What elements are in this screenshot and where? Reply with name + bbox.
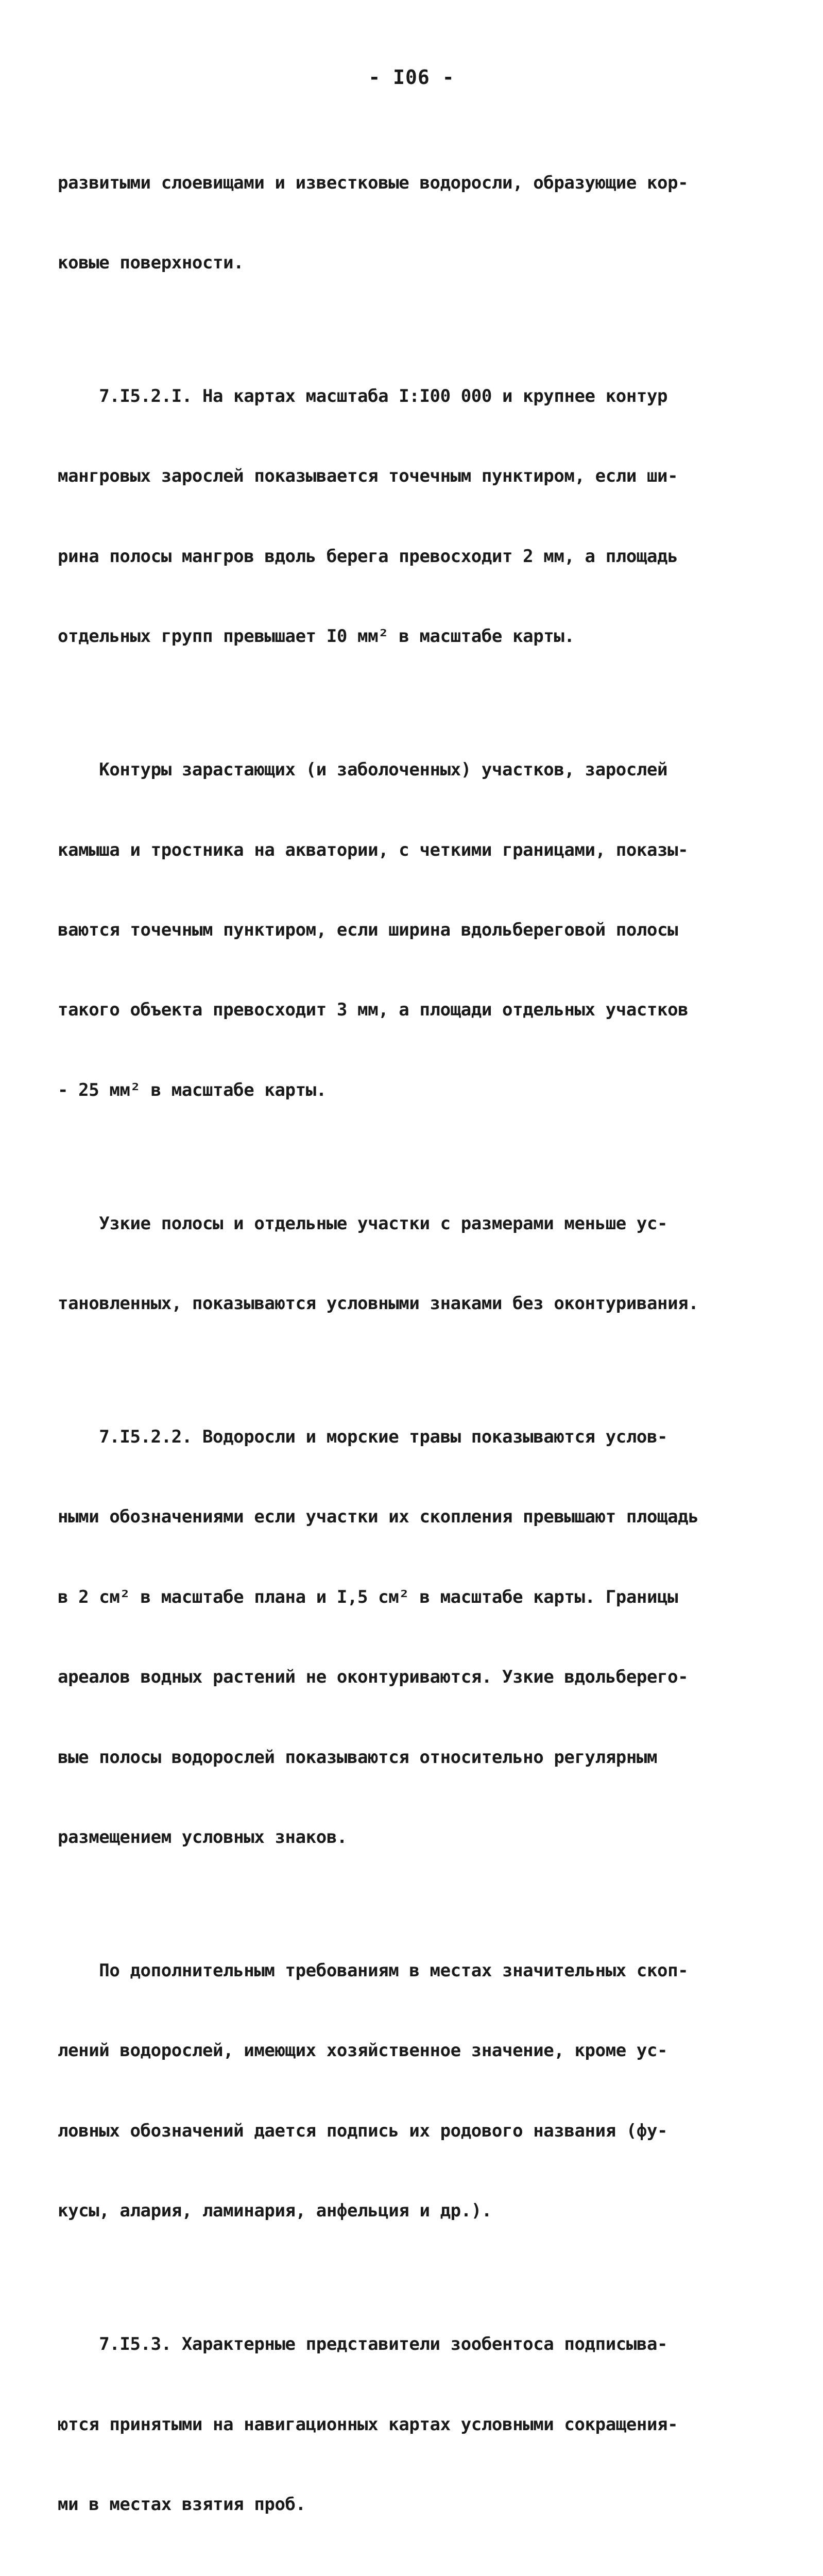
text-line: Узкие полосы и отдельные участки с размерами меньше ус- — [58, 1213, 668, 1234]
text-line: ми в местах взятия проб. — [58, 2494, 306, 2515]
paragraph — [58, 2278, 743, 2572]
paragraph — [58, 116, 743, 330]
paragraph — [58, 330, 743, 703]
paragraph — [58, 2571, 743, 2576]
paragraph — [58, 704, 743, 1158]
text-line: ными обозначениями если участки их скопления превышают площадь — [58, 1506, 699, 1528]
text-line: Контуры зарастающих (и заболоченных) участков, зарослей — [58, 759, 668, 781]
text-line: - 25 мм² в масштабе карты. — [58, 1079, 327, 1100]
paragraph — [58, 1157, 743, 1370]
text-line: мангровых зарослей показывается точечным пунктиром, если ши- — [58, 466, 678, 487]
text-line: тановленных, показываются условными знаками без оконтуривания. — [58, 1293, 699, 1314]
text-line: ареалов водных растений не оконтуриваются. Узкие вдольберего- — [58, 1667, 689, 1688]
text-line: ловных обозначений дается подпись их родового названия (фу- — [58, 2120, 668, 2141]
paragraph — [58, 1370, 743, 1904]
text-line: рина полосы мангров вдоль берега превосходит 2 мм, а площадь — [58, 546, 678, 567]
text-line: 7.I5.3. Характерные представители зообентоса подписыва- — [58, 2334, 668, 2355]
text-line: отдельных групп превышает I0 мм² в масштабе карты. — [58, 626, 575, 647]
text-line: размещением условных знаков. — [58, 1827, 347, 1848]
text-line: камыша и тростника на акватории, с четкими границами, показы- — [58, 839, 689, 860]
text-line: 7.I5.2.2. Водоросли и морские травы показываются услов- — [58, 1427, 668, 1448]
text-line: ковые поверхности. — [58, 252, 244, 273]
text-line: По дополнительным требованиям в местах значительных скоп- — [58, 1960, 689, 1981]
body-text — [58, 116, 743, 2576]
page-number: - I06 - — [368, 66, 455, 89]
text-line: такого объекта превосходит 3 мм, а площади отдельных участков — [58, 999, 689, 1021]
text-line: кусы, алария, ламинария, анфельция и др.). — [58, 2200, 492, 2222]
paragraph — [58, 1904, 743, 2278]
text-line: 7.I5.2.I. На картах масштаба I:I00 000 и крупнее контур — [58, 385, 668, 406]
text-line: ваются точечным пунктиром, если ширина вдольбереговой полосы — [58, 919, 678, 940]
text-line: в 2 см² в масштабе плана и I,5 см² в масштабе карты. Границы — [58, 1586, 678, 1607]
text-line: развитыми слоевищами и известковые водоросли, образующие кор- — [58, 172, 689, 193]
text-line: ются принятыми на навигационных картах условными сокращения- — [58, 2414, 678, 2435]
text-line: лений водорослей, имеющих хозяйственное значение, кроме ус- — [58, 2040, 668, 2061]
text-line: вые полосы водорослей показываются относительно регулярным — [58, 1747, 658, 1768]
